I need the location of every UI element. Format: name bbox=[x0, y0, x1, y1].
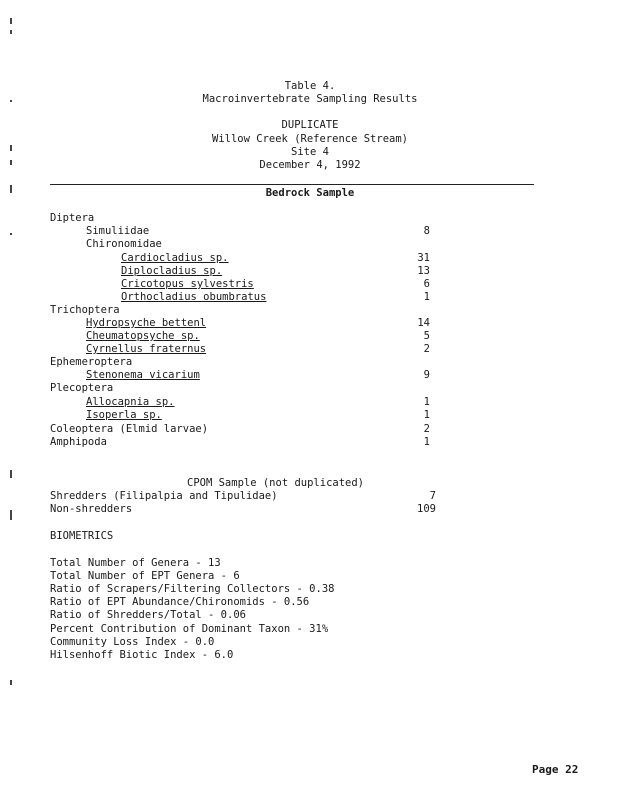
taxon-count: 8 bbox=[423, 225, 430, 237]
taxon-count: 13 bbox=[417, 265, 430, 277]
taxon-count: 2 bbox=[423, 423, 430, 435]
taxon-count: 1 bbox=[423, 436, 430, 448]
biometric-line: Ratio of Shredders/Total - 0.06 bbox=[50, 609, 246, 621]
duplicate-label: DUPLICATE bbox=[281, 119, 339, 131]
taxon-name: Allocapnia sp. bbox=[86, 396, 175, 408]
taxon-name: Cardiocladius sp. bbox=[121, 252, 229, 264]
taxon-name: Stenonema vicarium bbox=[86, 369, 200, 381]
site-label: Site 4 bbox=[291, 146, 329, 158]
biometrics-heading: BIOMETRICS bbox=[50, 530, 114, 542]
taxon-name: Amphipoda bbox=[50, 436, 107, 448]
taxon-name: Simuliidae bbox=[86, 225, 150, 237]
bedrock-heading: Bedrock Sample bbox=[265, 187, 355, 199]
biometric-line: Ratio of Scrapers/Filtering Collectors - 0.38 bbox=[50, 583, 335, 595]
cpom-row-count: 7 bbox=[429, 490, 436, 502]
taxon-name: Hydropsyche bettenl bbox=[86, 317, 207, 329]
taxon-name: Diptera bbox=[50, 212, 95, 224]
taxon-name: Ephemeroptera bbox=[50, 356, 133, 368]
biometric-line: Percent Contribution of Dominant Taxon - 31% bbox=[50, 623, 329, 635]
taxon-count: 1 bbox=[423, 291, 430, 303]
biometric-line: Community Loss Index - 0.0 bbox=[50, 636, 215, 648]
taxon-count: 5 bbox=[423, 330, 430, 342]
taxon-name: Plecoptera bbox=[50, 382, 114, 394]
table-title: Macroinvertebrate Sampling Results bbox=[202, 93, 418, 105]
biometric-line: Total Number of EPT Genera - 6 bbox=[50, 570, 240, 582]
taxon-name: Cyrnellus fraternus bbox=[86, 343, 207, 355]
biometric-line: Hilsenhoff Biotic Index - 6.0 bbox=[50, 649, 234, 661]
cpom-row-name: Shredders (Filipalpia and Tipulidae) bbox=[50, 490, 278, 502]
cpom-row-count: 109 bbox=[417, 503, 436, 515]
taxon-count: 1 bbox=[423, 409, 430, 421]
taxon-count: 9 bbox=[423, 369, 430, 381]
taxon-count: 1 bbox=[423, 396, 430, 408]
taxon-name: Coleoptera (Elmid larvae) bbox=[50, 423, 209, 435]
biometric-line: Ratio of EPT Abundance/Chironomids - 0.56 bbox=[50, 596, 310, 608]
taxon-count: 31 bbox=[417, 252, 430, 264]
stream-name: Willow Creek (Reference Stream) bbox=[212, 133, 408, 145]
table-number: Table 4. bbox=[284, 80, 336, 92]
taxon-name: Trichoptera bbox=[50, 304, 120, 316]
taxon-name: Isoperla sp. bbox=[86, 409, 162, 421]
cpom-row-name: Non-shredders bbox=[50, 503, 133, 515]
taxon-count: 6 bbox=[423, 278, 430, 290]
taxon-name: Cheumatopsyche sp. bbox=[86, 330, 200, 342]
header-divider bbox=[50, 184, 534, 185]
cpom-heading: CPOM Sample (not duplicated) bbox=[187, 477, 365, 489]
sample-date: December 4, 1992 bbox=[259, 159, 361, 171]
taxon-count: 14 bbox=[417, 317, 430, 329]
taxon-name: Cricotopus sylvestris bbox=[121, 278, 254, 290]
page-number: Page 22 bbox=[532, 763, 579, 776]
taxon-name: Diplocladius sp. bbox=[121, 265, 223, 277]
taxon-name: Orthocladius obumbratus bbox=[121, 291, 267, 303]
taxon-name: Chironomidae bbox=[86, 238, 162, 250]
taxon-count: 2 bbox=[423, 343, 430, 355]
biometric-line: Total Number of Genera - 13 bbox=[50, 557, 221, 569]
